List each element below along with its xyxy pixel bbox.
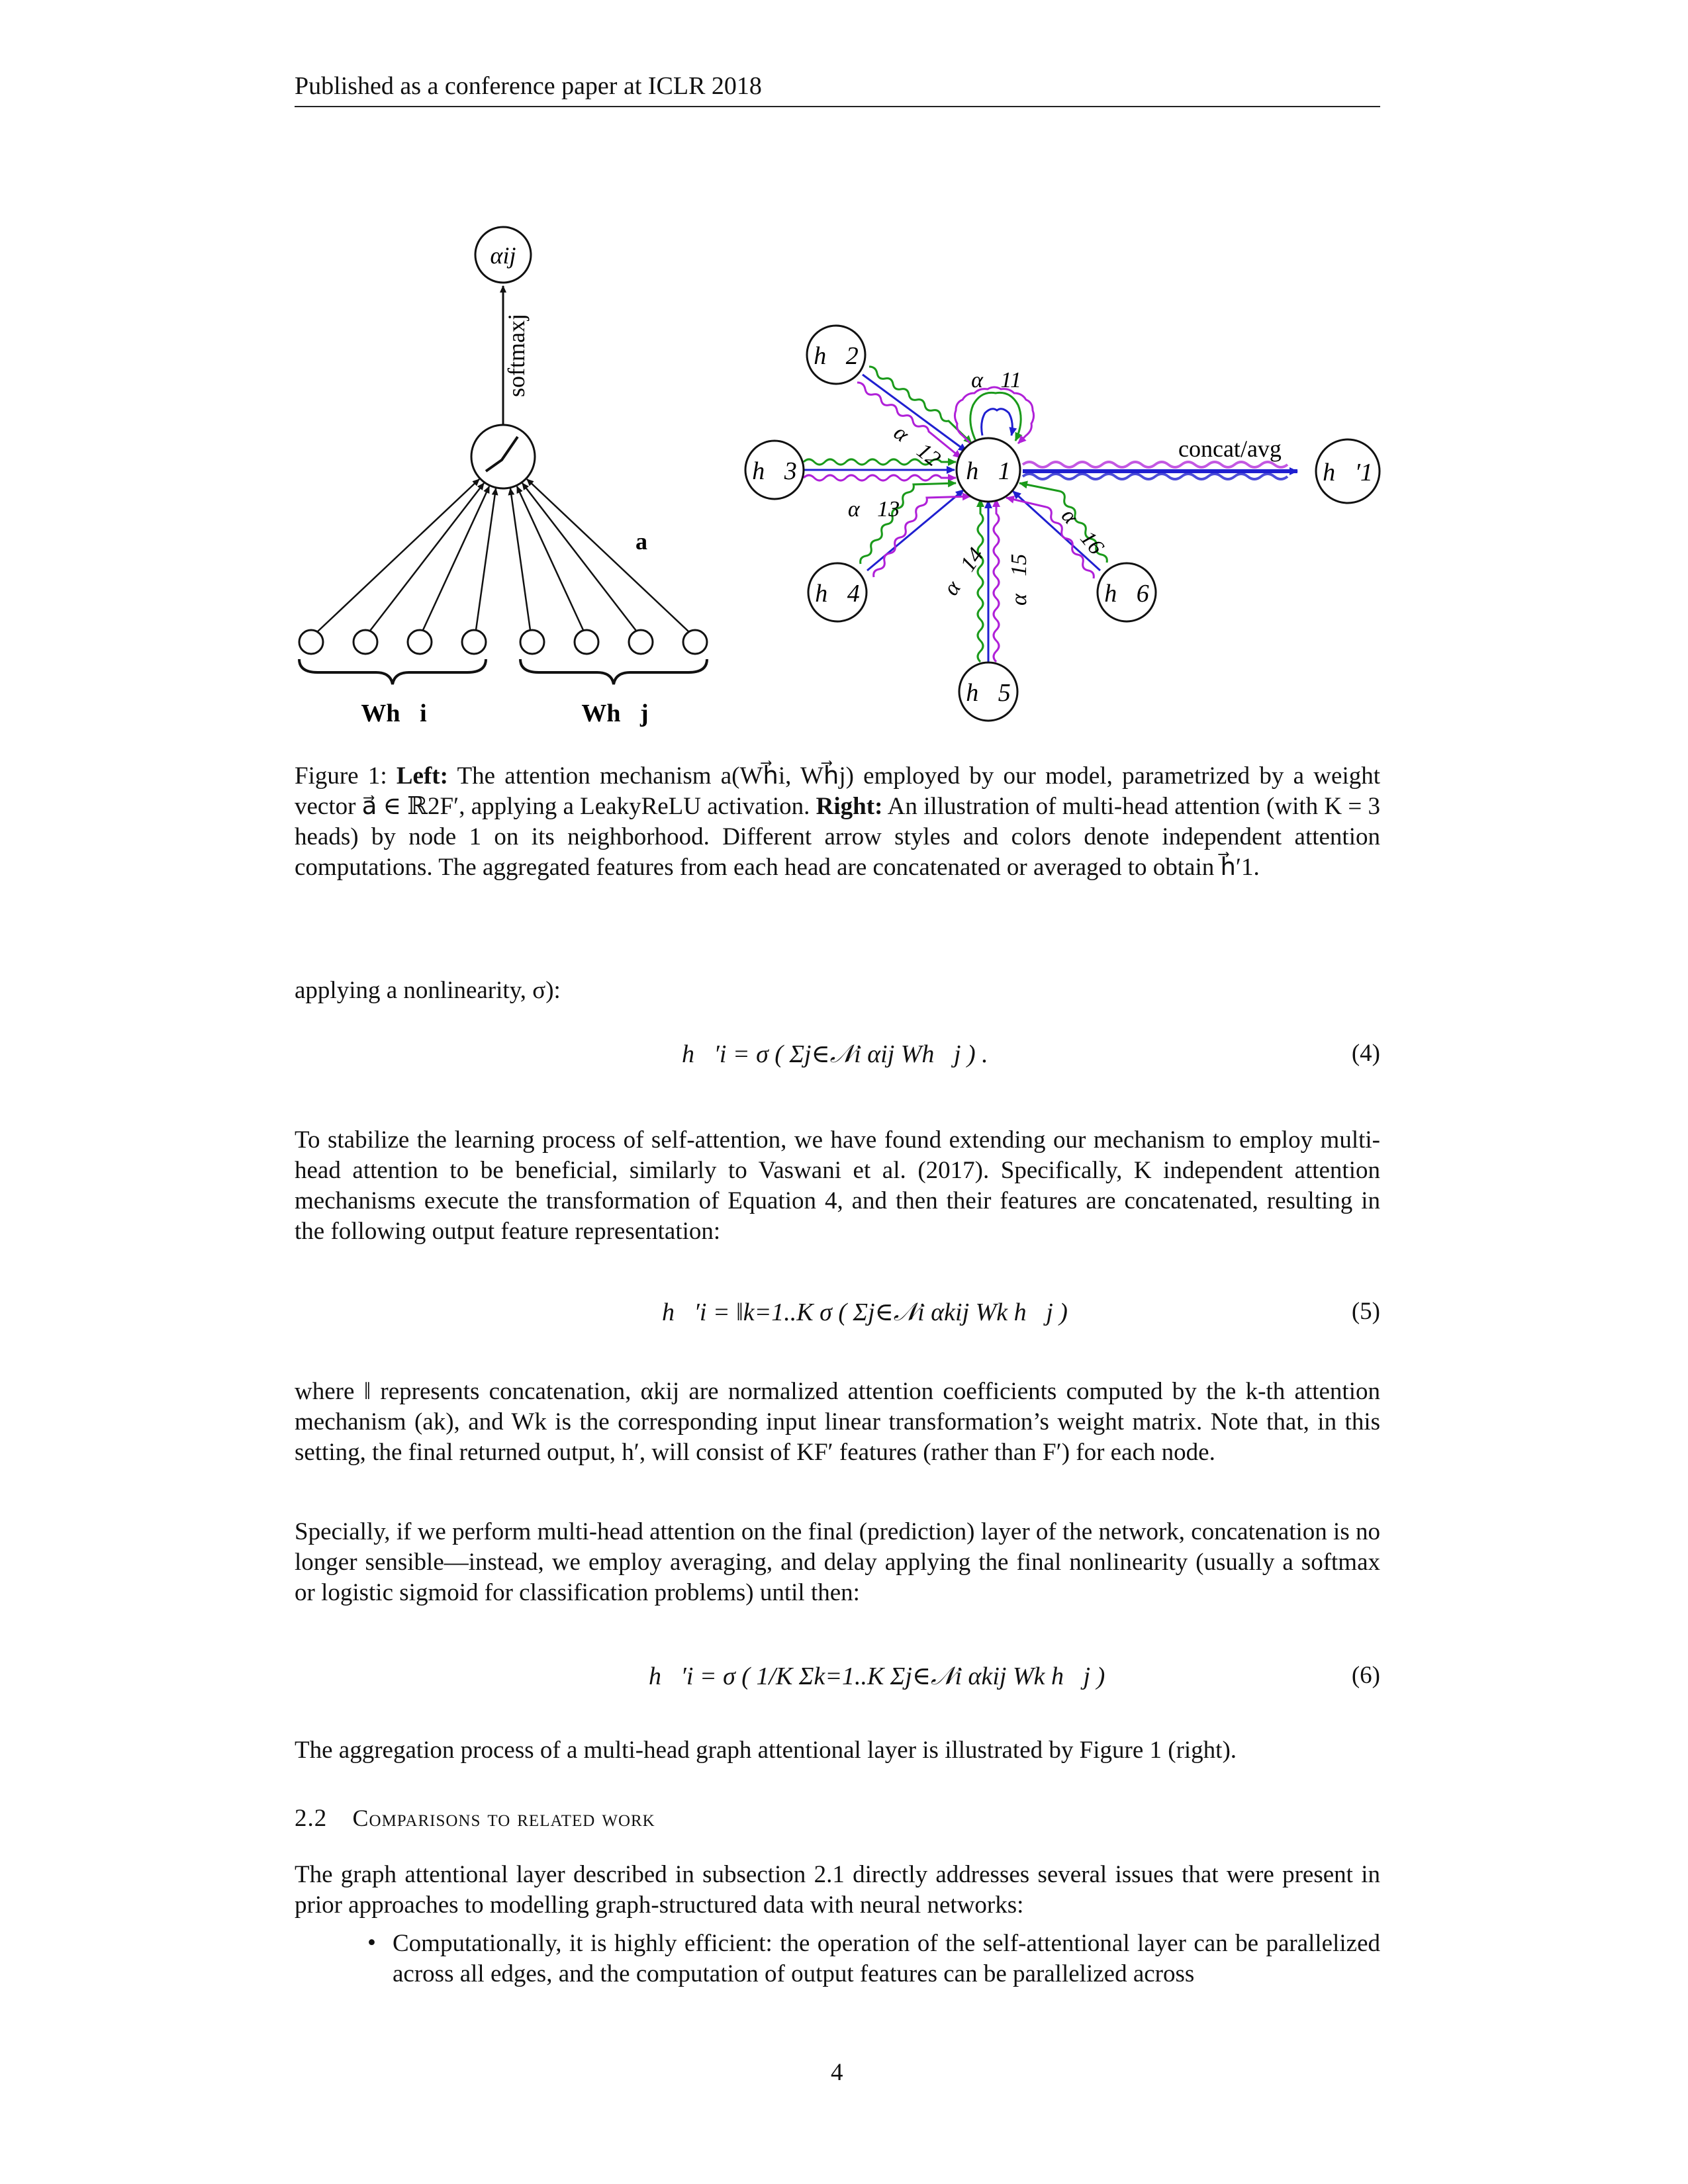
node-h1-label: h⃗1: [966, 457, 1011, 485]
bullet-text: Computationally, it is highly efficient: the operation of the self-attentional layer can be parallelized across all edges, and the computation of output features can be parallelized across: [393, 1930, 1380, 1987]
softmax-label: softmaxj: [503, 314, 530, 397]
alpha-ij-label: αij: [490, 242, 516, 269]
paragraph-5: The aggregation process of a multi-head graph attentional layer is illustrated by Figure 1 (right).: [295, 1737, 1237, 1764]
bullet-dot: •: [367, 1929, 376, 1956]
concat-avg-label: concat/avg: [1178, 435, 1282, 462]
paragraph-4: Specially, if we perform multi-head attention on the final (prediction) layer of the network, concatenation is no longer sensible—instead, we employ averaging, and delay applying the final nonlinearity (usually a softmax or logistic sigmoid for classification problems) until then:: [295, 1518, 1380, 1606]
node-h6-label: h⃗6: [1104, 580, 1149, 608]
section-heading: [295, 1804, 655, 1833]
header-rule: [295, 106, 1380, 107]
paragraph-2-text: To stabilize the learning process of self-attention, we have found extending our mechanism to employ multi-head attention to be beneficial, similarly to Vaswani et al. (2017). Specifically, K independent attention mechanisms execute the transformation of Equation 4, and then their features are concatenated, resulting in the following output feature representation:: [295, 1126, 1380, 1245]
alpha-12-label: α⃗12: [889, 420, 945, 472]
left-brace: [299, 659, 486, 684]
a-vector-label: a⃗: [635, 528, 667, 555]
caption-right-bold: Right:: [816, 793, 883, 820]
alpha-11-label: α⃗11: [971, 368, 1021, 392]
paragraph-2: [295, 1125, 1380, 1247]
running-header: Published as a conference paper at ICLR 2018: [295, 72, 762, 100]
equation-6: h⃗′i = σ ( 1/K Σk=1..K Σj∈𝒩i αkij Wk h⃗j ): [649, 1662, 1105, 1690]
page-number: 4: [831, 2059, 843, 2086]
equation-5: h⃗′i = ‖k=1..K σ ( Σj∈𝒩i αkij Wk h⃗j ): [662, 1298, 1068, 1326]
alpha-15-label: α⃗15: [1007, 553, 1031, 606]
brace-left-label: Wh⃗i: [361, 700, 427, 727]
caption-part1: The attention mechanism a(Wh⃗i, Wh⃗j) employed by our model, parametrized by a weight vector a⃗ ∈ ℝ2F′, applying a LeakyReLU activation.: [295, 762, 1381, 820]
section-number: 2.2: [295, 1805, 328, 1832]
equation-6-number: (6): [1351, 1662, 1380, 1689]
node-output-label: h⃗′1: [1323, 459, 1373, 486]
brace-right-label: Wh⃗j: [581, 700, 649, 727]
figure-caption: [295, 761, 1380, 883]
right-brace: [520, 659, 707, 684]
caption-left-bold: Left:: [396, 762, 448, 790]
equation-4: h⃗′i = σ ( Σj∈𝒩i αij Wh⃗j ) .: [682, 1040, 988, 1068]
alpha-13-label: α⃗13: [847, 497, 900, 522]
alpha-14-label: α⃗14: [939, 543, 989, 600]
figure-1: [291, 225, 1403, 754]
attention-mechanism-diagram: [299, 227, 707, 727]
multi-head-attention-diagram: [745, 326, 1380, 721]
node-h2-label: h⃗2: [814, 342, 859, 370]
alpha-16-label: α⃗16: [1056, 504, 1109, 560]
equation-5-number: (5): [1351, 1298, 1380, 1325]
caption-part2: An illustration of multi-head attention (with K = 3 heads) by node 1 on its neighborhood. Different arrow styles and colors denote independent attention computations. The aggregated features from each head are concatenated or averaged to obtain h⃗′1.: [295, 793, 1380, 881]
node-h3-label: h⃗3: [752, 457, 797, 485]
paragraph-1: applying a nonlinearity, σ):: [295, 977, 561, 1004]
section-title: Comparisons to related work: [352, 1805, 655, 1831]
caption-fig-label: Figure 1:: [295, 762, 387, 790]
node-h5-label: h⃗5: [966, 679, 1011, 707]
node-h4-label: h⃗4: [815, 580, 860, 608]
paragraph-3: where ‖ represents concatenation, αkij are normalized attention coefficients computed by the k-th attention mechanism (ak), and Wk is the corresponding input linear transformation’s weight matrix. Note that, in this setting, the final returned output, h′, will consist of KF′ features (rather than F′) for each node.: [295, 1378, 1380, 1466]
equation-4-number: (4): [1351, 1040, 1380, 1067]
bullet-item: [367, 1929, 1380, 1989]
paragraph-6: The graph attentional layer described in subsection 2.1 directly addresses several issues that were present in prior approaches to modelling graph-structured data with neural networks:: [295, 1861, 1380, 1919]
input-nodes: [299, 630, 707, 654]
